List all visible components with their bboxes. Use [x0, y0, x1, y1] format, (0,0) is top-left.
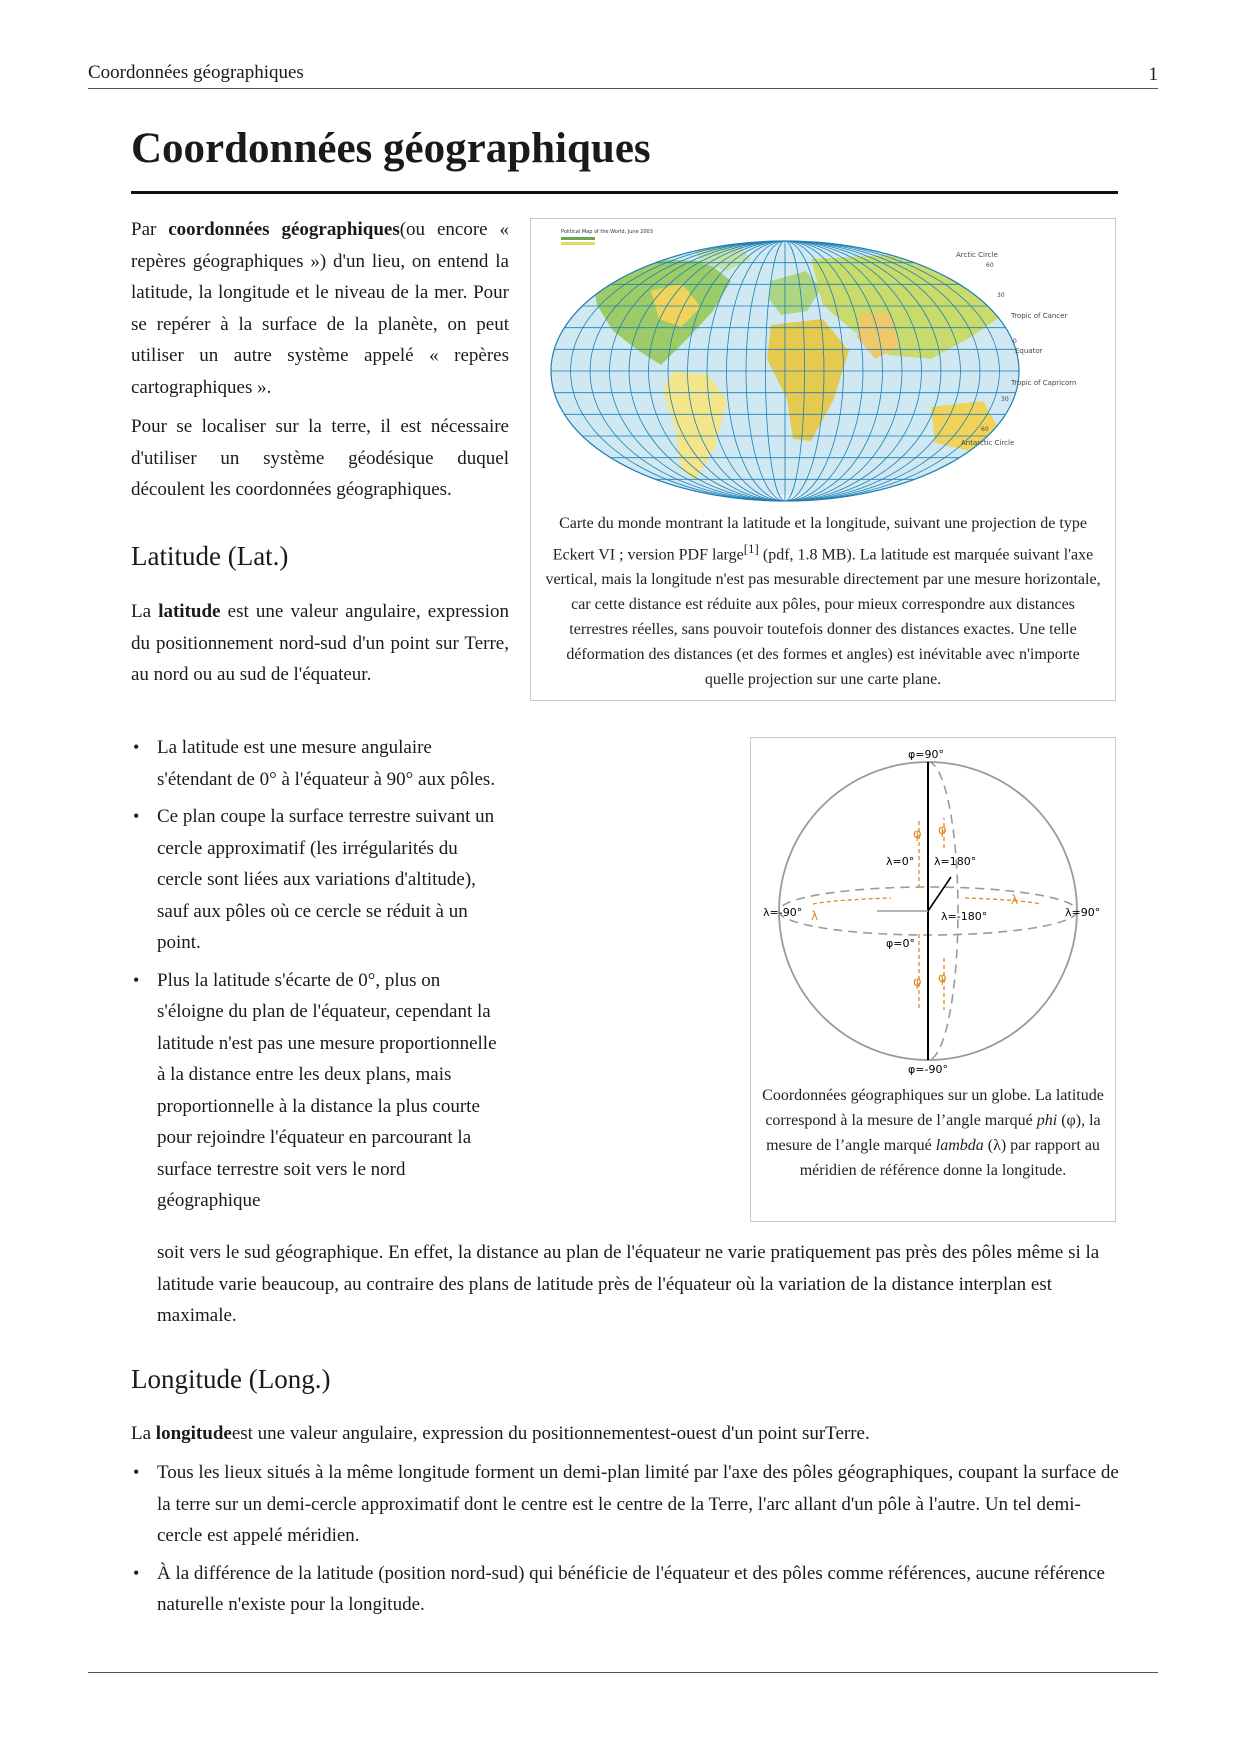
map-legend [561, 242, 595, 245]
lat-s30-label: 30 [1001, 396, 1009, 403]
latitude-text: La [131, 601, 159, 622]
phi-symbol: φ [938, 823, 947, 838]
longitude-heading: Longitude (Long.) [131, 1364, 331, 1394]
running-title: Coordonnées géographiques [88, 62, 304, 83]
caption-italic-term: lambda [935, 1137, 984, 1154]
bullet-marker: • [133, 1562, 140, 1583]
world-map-figure [530, 218, 1116, 701]
intro-text: (ou encore « repères géographiques ») d'un lieu, on entend la latitude, la longitude et le niveau de la mer. Pour se repérer à la surface de la planète, on peut utiliser un autre système appelé « repères cartographiques ». [131, 219, 509, 398]
world-map-image [531, 219, 1115, 519]
antarctic-circle-label: Antarctic Circle [961, 439, 1015, 447]
intro-paragraph-1 [131, 214, 509, 403]
longitude-text: La [131, 1423, 156, 1444]
tropic-cancer-label: Tropic of Cancer [1011, 312, 1068, 320]
lat-s60-label: 60 [981, 426, 989, 433]
list-item [131, 732, 506, 795]
list-item [131, 1558, 1121, 1621]
world-map-caption [545, 511, 1101, 692]
latitude-bold-term: latitude [158, 601, 221, 622]
article-title: Coordonnées géographiques [131, 124, 1118, 194]
phi-0-label: φ=0° [886, 937, 915, 950]
lambda-minus-180-label: λ=-180° [941, 910, 988, 923]
list-item [131, 965, 506, 1217]
phi-minus-90-label: φ=-90° [908, 1063, 948, 1076]
tropic-capricorn-label: Tropic of Capricorn [1011, 379, 1077, 387]
caption-text: (φ), la mesure de l’angle marqué [766, 1112, 1101, 1154]
latitude-text: est une valeur angulaire, expression du positionnement nord-sud d'un point sur Terre, au nord ou au sud de l'équateur. [131, 601, 509, 685]
lambda-arc-east [965, 898, 1041, 904]
lambda-180-label: λ=180° [934, 855, 977, 868]
caption-italic-term: phi [1036, 1112, 1058, 1129]
phi-90-label: φ=90° [908, 748, 944, 761]
phi-symbol: φ [913, 827, 922, 842]
latitude-bullet-list [131, 732, 506, 1223]
page-header [88, 60, 1158, 89]
arctic-circle-label: Arctic Circle [956, 251, 998, 259]
reference-link[interactable]: [1] [743, 541, 759, 556]
map-title: Political Map of the World, June 2003 [561, 229, 653, 235]
intro-bold-term: coordonnées géographiques [168, 219, 400, 240]
globe-figure [750, 737, 1116, 1222]
intro-paragraph-2: Pour se localiser sur la terre, il est nécessaire d'utiliser un système géodésique duquel découlent les coordonnées géographiques. [131, 416, 509, 500]
footer-rule [88, 1672, 1158, 1673]
latitude-bullet-continuation: soit vers le sud géographique. En effet, la distance au plan de l'équateur ne varie pratiquement pas près des pôles même si la latitude varie beaucoup, au contraire des plans de latitude près de l'équateur où la variation de la distance interplan est maximale. [157, 1242, 1100, 1326]
list-item-text: À la différence de la latitude (position nord-sud) qui bénéficie de l'équateur et des pôles comme références, aucune référence naturelle n'existe pour la longitude. [157, 1562, 1105, 1615]
lat-60-label: 60 [986, 262, 994, 269]
intro-text: Par [131, 219, 169, 240]
bullet-marker: • [133, 1462, 140, 1482]
list-item [131, 801, 506, 959]
bullet-marker: • [133, 737, 140, 757]
caption-text: Coordonnées géographiques sur un globe. La latitude correspond à la mesure de l’angle marqué [762, 1087, 1104, 1129]
lat-0-label: 0 [1013, 338, 1017, 345]
longitude-bullet-list [131, 1457, 1121, 1627]
list-item-text: Tous les lieux situés à la même longitude forment un demi-plan limité par l'axe des pôles géographiques, coupant la surface de la terre sur un demi-cercle approximatif dont le centre est le centre de la Terre, l'arc allant d'un pôle à l'autre. Un tel demi-cercle est appelé méridien. [157, 1462, 1119, 1546]
map-legend [561, 237, 595, 240]
phi-symbol: φ [913, 975, 922, 990]
lambda-minus-90-label: λ=-90° [763, 906, 803, 919]
list-item-text: La latitude est une mesure angulaire s'étendant de 0° à l'équateur à 90° aux pôles. [157, 737, 496, 790]
caption-text: (λ) par rapport au méridien de référence donne la longitude. [799, 1137, 1100, 1179]
list-item-text: Ce plan coupe la surface terrestre suivant un cercle approximatif (les irrégularités du cercle sont liées aux variations d'altitude), sauf aux pôles où ce cercle se réduit à un point. [157, 806, 495, 953]
bullet-marker: • [133, 806, 140, 826]
equator-label: Equator [1015, 347, 1043, 355]
globe-caption [761, 1083, 1105, 1183]
lambda-arc-west [813, 898, 891, 904]
list-item-text: Plus la latitude s'écarte de 0°, plus on s'éloigne du plan de l'équateur, cependant la latitude n'est pas une mesure proportionnelle à la distance entre les deux plans, mais proportionnelle à la distance la plus courte pour rejoindre l'équateur en parcourant la surface terrestre soit vers le nord géographique [157, 969, 497, 1211]
lat-30-label: 30 [997, 292, 1005, 299]
lambda-0-label: λ=0° [886, 855, 915, 868]
longitude-bold-term: longitude [155, 1423, 232, 1444]
lambda-symbol: λ [1011, 893, 1019, 907]
list-item [131, 1457, 1121, 1552]
bullet-marker: • [133, 969, 140, 990]
latitude-heading: Latitude (Lat.) [131, 541, 289, 571]
caption-text: Carte du monde montrant la latitude et la longitude, suivant une projection de type Eckert VI ; version PDF large [552, 515, 1087, 564]
latitude-paragraph [131, 596, 509, 691]
radius-line [928, 877, 951, 911]
caption-text: (pdf, 1.8 MB). La latitude est marquée suivant l'axe vertical, mais la longitude n'est pas mesurable directement par une mesure horizontale, car cette distance est réduite aux pôles, pour mieux correspondre aux distances terrestres réelles, sans pouvoir toutefois donner des distances exactes. Une telle déformation des distances (et des formes et angles) est inévitable avec n'importe quelle projection sur une carte plane. [545, 546, 1101, 689]
phi-symbol: φ [938, 971, 947, 986]
lambda-90-label: λ=90° [1065, 906, 1101, 919]
longitude-paragraph [131, 1418, 1121, 1450]
globe-diagram [751, 738, 1115, 1078]
lambda-symbol: λ [811, 909, 819, 923]
page-number: 1 [1148, 64, 1158, 85]
longitude-text: est une valeur angulaire, expression du positionnementest-ouest d'un point surTerre. [231, 1423, 870, 1444]
